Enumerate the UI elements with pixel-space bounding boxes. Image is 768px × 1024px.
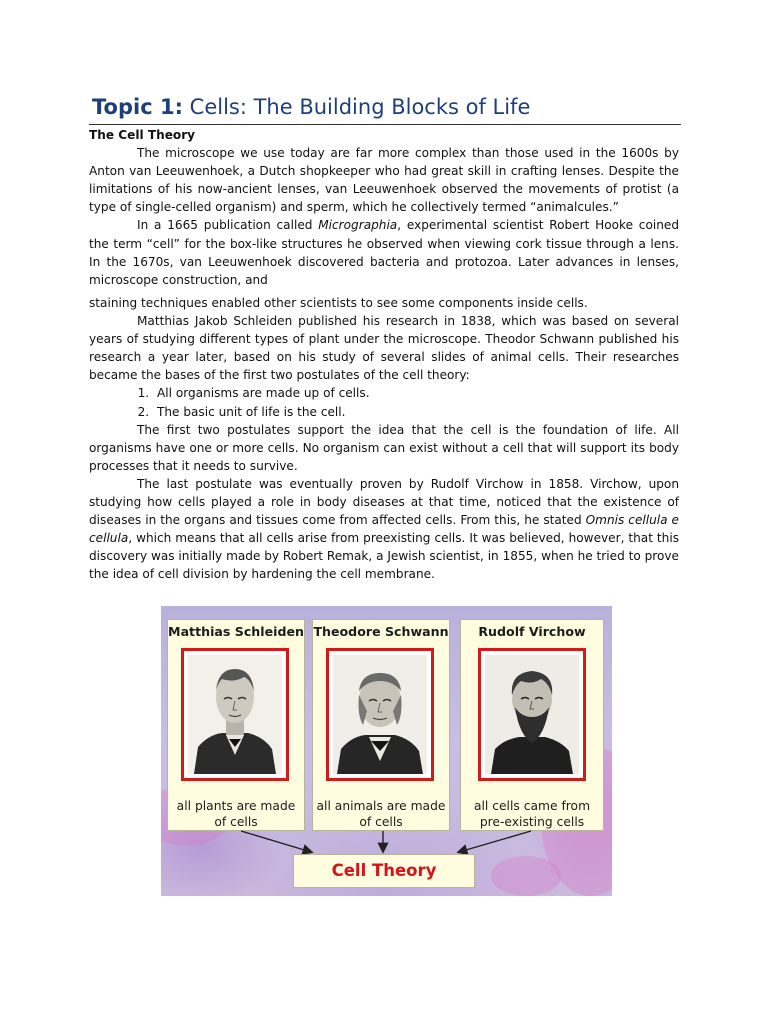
paragraph-foundation: The first two postulates support the idea that the cell is the foundation of life. All organisms have one or more cells. No organism can exist without a cell that will support its body processes that it needs to survive. [89, 422, 679, 473]
virchow-text-before: The last postulate was eventually proven by Rudolf Virchow in 1858. Virchow, upon studying how cells played a role in body diseases at that time, noticed that the existence of diseases in the organs and tissues come from affected cells. From this, he stated [89, 476, 679, 528]
paragraph-virchow [89, 475, 679, 584]
page-title [92, 93, 530, 121]
topic-label: Topic 1: [92, 95, 183, 119]
paragraph-hooke [89, 216, 679, 288]
title-underline [89, 124, 681, 125]
caption-line: all plants are made [176, 799, 296, 813]
text-block-bottom [89, 294, 679, 584]
section-heading: The Cell Theory [89, 128, 196, 142]
postulate-item: 1. All organisms are made up of cells. [153, 384, 679, 402]
scientist-name: Matthias Schleiden [168, 624, 304, 639]
convergence-arrows [161, 606, 612, 896]
paragraph-leeuwenhoek: The microscope we use today are far more complex than those used in the 1600s by Anton van Leeuwenhoek, a Dutch shopkeeper who had great skill in crafting lenses. Despite the limitations of his now-ancient lenses, van Leeuwenhoek observed the movements of protist (a type of single-celled organism) and sperm, which he collectively termed “animalcules.” [89, 146, 679, 215]
arrow-right [459, 831, 531, 852]
text-block-top [89, 126, 679, 289]
hooke-text-before: In a 1665 publication called [137, 218, 319, 233]
postulate-item: 2. The basic unit of life is the cell. [153, 403, 679, 421]
hooke-text-after: , experimental scientist Robert Hooke coined the term “cell” for the box-like structures he observed when viewing cork tissue through a lens. In the 1670s, van Leeuwenhoek discovered bacteria and protozoa. Later advances in lenses, microscope construction, and [89, 218, 679, 287]
omnis-cellula-phrase: Omnis cellula e cellula [89, 513, 679, 546]
paragraph-schleiden-schwann: Matthias Jakob Schleiden published his research in 1838, which was based on several years of studying different types of plant under the microscope. Theodor Schwann published his research a year later, based on his study of several slides of animal cells. Their researches became the bases of the first two postulates of the cell theory: [89, 314, 679, 383]
topic-name: Cells: The Building Blocks of Life [189, 95, 531, 119]
paragraph-staining: staining techniques enabled other scientists to see some components inside cells. [89, 296, 588, 310]
cell-theory-label: Cell Theory [293, 854, 475, 888]
arrow-left [241, 831, 311, 852]
micrographia-title: Micrographia [318, 218, 398, 233]
caption-line: all animals are made [316, 799, 446, 813]
scientist-name: Rudolf Virchow [478, 624, 586, 639]
caption-line: all cells came from [473, 799, 591, 813]
postulates-list [89, 384, 679, 420]
caption-line: pre-existing cells [479, 815, 585, 829]
caption-line: of cells [359, 815, 403, 829]
virchow-text-after: , which means that all cells arise from preexisting cells. It was believed, however, that this discovery was initially made by Robert Remak, a Jewish scientist, in 1855, when he tried to prove the idea of cell division by hardening the cell membrane. [89, 531, 679, 582]
caption-line: of cells [214, 815, 258, 829]
cell-theory-figure [161, 606, 612, 896]
scientist-name: Theodore Schwann [313, 624, 449, 639]
